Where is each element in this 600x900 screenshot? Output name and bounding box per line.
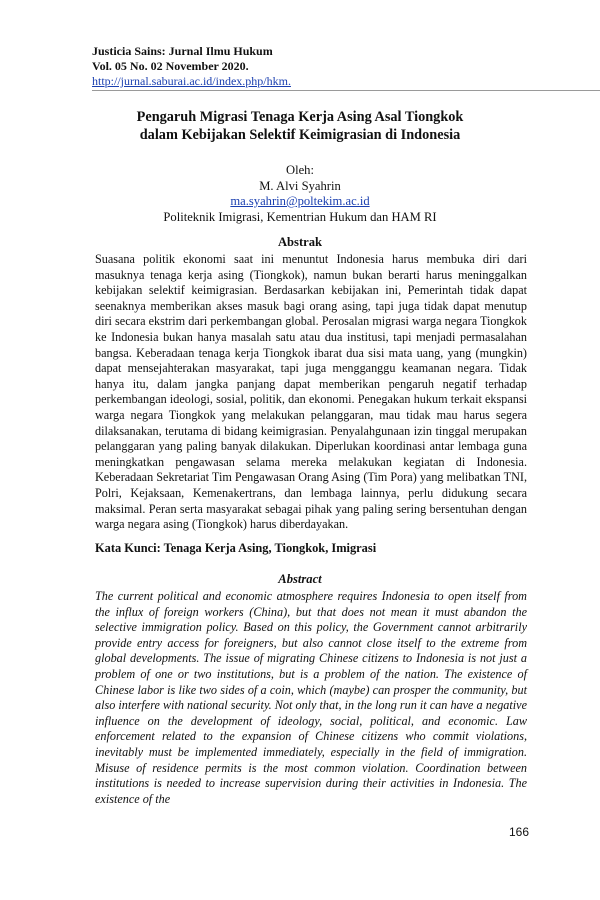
journal-url-link[interactable]: http://jurnal.saburai.ac.id/index.php/hkm. <box>92 74 291 88</box>
journal-name: Justicia Sains: Jurnal Ilmu Hukum <box>92 44 273 58</box>
journal-header <box>92 44 512 89</box>
journal-volume: Vol. 05 No. 02 November 2020. <box>92 59 249 73</box>
author-name: M. Alvi Syahrin <box>259 178 341 193</box>
header-divider <box>92 90 600 91</box>
paper-title-line-2: dalam Kebijakan Selektif Keimigrasian di Indonesia <box>139 127 461 143</box>
paper-title <box>60 108 540 144</box>
by-label: Oleh: <box>286 163 314 177</box>
abstract-paragraph: The current political and economic atmosphere requires Indonesia to open itself from the influx of foreign workers (China), but that does not mean it must abandon the selective immigration policy. Based on this policy, the Government cannot arbitrarily provide entry access for foreigners, but also cannot close itself to the extreme from global developments. The issue of migrating Chinese citizens to Indonesia is not just a problem of one or two institutions, but is a problem of the nation. The existence of Chinese labor is like two sides of a coin, which (maybe) can prosper the community, but also interfere with national security. Not only that, in the long run it can have a negative influence on the development of ideology, social, political, and economic. Law enforcement related to the expansion of Chinese citizens who commit violations, inevitably must be implemented immediately, especially in the field of immigration. Misuse of residence permits is the most common violation. Coordination between institutions is needed to increase supervision during their activities in Indonesia. The existence of the <box>95 589 527 806</box>
keywords-line: Kata Kunci: Tenaga Kerja Asing, Tiongkok, Imigrasi <box>95 541 377 555</box>
author-email-link[interactable]: ma.syahrin@poltekim.ac.id <box>230 194 370 208</box>
paper-title-line-1: Pengaruh Migrasi Tenaga Kerja Asing Asal Tiongkok <box>136 109 464 125</box>
abstrak-heading: Abstrak <box>277 235 323 249</box>
abstract-heading: Abstract <box>278 572 322 586</box>
page-number: 166 <box>509 825 530 839</box>
author-affiliation: Politeknik Imigrasi, Kementrian Hukum dan HAM RI <box>163 209 437 224</box>
author-block <box>60 163 540 225</box>
abstrak-paragraph: Suasana politik ekonomi saat ini menuntut Indonesia harus membuka diri dari masuknya tenaga kerja asing (Tiongkok), namun bukan berarti harus meninggalkan kebijakan selektif keimigrasian. Berdasarkan kebijakan ini, Pemerintah tidak dapat seenaknya memberikan akses masuk bagi orang asing, tapi juga tidak dapat menutup diri secara ekstrim dari perkembangan global. Perosalan migrasi warga negara Tiongkok ke Indonesia bukan hanya masalah satu atau dua institusi, tapi menjadi permasalahan bangsa. Keberadaan tenaga kerja Tiongkok ibarat dua sisi mata uang, yang (mungkin) dapat mensejahterakan masyarakat, tapi juga mengganggu keamanan negara. Tidak hanya itu, dalam jangka panjang dapat memberikan pengaruh negatif terhadap perkembangan ideologi, sosial, politik, dan ekonomi. Penegakan hukum terkait ekspansi warga negara Tiongkok yang melakukan pelanggaran, mau tidak mau harus segera dilaksanakan, terutama di bidang keimigrasian. Penyalahgunaan izin tinggal merupakan pelanggaran yang paling banyak dilakukan. Diperlukan koordinasi antar lembaga guna meningkatkan pengawasan selama mereka melakukan kegiatan di Indonesia. Keberadaan Sekretariat Tim Pengawasan Orang Asing (Tim Pora) yang melibatkan TNI, Polri, Kejaksaan, Kemenakertrans, dan lembaga lainnya, perlu didukung secara maksimal. Peran serta masyarakat sebagai pihak yang paling sering bersentuhan dengan warga negara asing (Tiongkok) harus diberdayakan. <box>95 252 527 532</box>
